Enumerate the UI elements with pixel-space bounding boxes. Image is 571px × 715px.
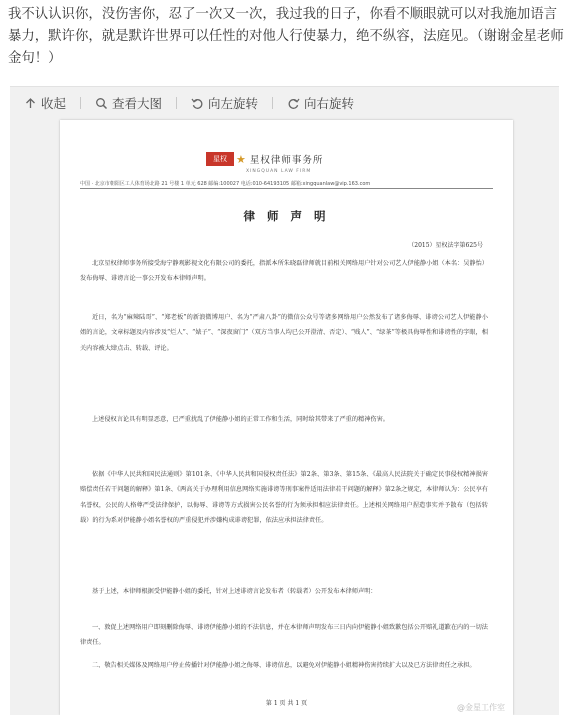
toolbar-divider bbox=[272, 97, 273, 109]
rotate-left-button[interactable] bbox=[191, 94, 258, 112]
document-number: （2015）星权法字第625号 bbox=[408, 242, 483, 249]
rotate-right-icon bbox=[287, 97, 300, 110]
firm-name: 星权律师事务所 bbox=[249, 155, 324, 166]
image-viewer bbox=[10, 86, 559, 715]
watermark: @金星工作室 bbox=[457, 703, 505, 712]
document-title: 律 师 声 明 bbox=[243, 209, 330, 223]
firm-address: 中国 · 北京市朝阳区工人体育场北路 21 号楼 1 单元 628 邮编:100027 电话:010-64193105 邮箱:xingquanlaw@vip.163.com bbox=[80, 181, 371, 187]
magnifier-icon bbox=[95, 97, 108, 110]
view-large-button[interactable] bbox=[95, 94, 162, 112]
letterhead-divider bbox=[80, 188, 493, 189]
rotate-left-label: 向左旋转 bbox=[208, 96, 259, 111]
rotate-left-icon bbox=[191, 97, 204, 110]
star-icon: ★ bbox=[236, 152, 246, 166]
collapse-button[interactable] bbox=[24, 94, 66, 112]
paragraph: 近日，名为“麻辣陆哥”、“郑老板”的新浪微博用户、名为“严肃八卦”的微信公众号等诸多网络用户公然发布了诸多侮辱、诽谤公司艺人伊能静小姐的言论，文章标题及内容涉及“烂人”、“婊子”、“深夜窗门”（双方当事人均已公开澄清、否定）、“贱人”、“绿茶”等极具侮辱性和诽谤性的字眼，相关内容被大肆点击、转载、评论。 bbox=[80, 314, 488, 352]
logo-badge: 星权 bbox=[206, 152, 234, 166]
lawyer-statement-image[interactable] bbox=[60, 120, 513, 715]
firm-name-en: XINGQUAN LAW FIRM bbox=[246, 169, 312, 174]
paragraph: 依据《中华人民共和国民法通则》第101条、《中华人民共和国侵权责任法》第2条、第3条、第15条、《最高人民法院关于确定民事侵权精神损害赔偿责任若干问题的解释》第1条、《两高关于办理利用信息网络实施诽谤等刑事案件适用法律若干问题的解释》第2条之规定，本律师认为：公民享有名誉权，公民的人格尊严受法律保护，以侮辱、诽谤等方式损害公民名誉的行为须承担相应法律责任。上述相关网络用户捏造事实并予散布（包括转载）的行为系对伊能静小姐名誉权的严重侵犯并涉嫌构成诽谤犯罪，依法应承担法律责任。 bbox=[80, 471, 488, 524]
view-large-label: 查看大图 bbox=[112, 96, 163, 111]
collapse-icon bbox=[24, 97, 37, 110]
paragraph: 北京星权律师事务所接受海宁静观影视文化有限公司的委托，指派本所朱晓磊律师就目前相关网络用户针对公司艺人伊能静小姐（本名：吴静怡）发布侮辱、诽谤言论一事公开发布本律师声明。 bbox=[80, 260, 488, 283]
post-text: 我不认认识你，没伤害你，忍了一次又一次，我过我的日子，你看不顺眼就可以对我施加语言暴力，默许你，就是默许世界可以任性的对他人行使暴力，绝不纵容，法庭见。（谢谢金星老师金句！） bbox=[8, 7, 564, 66]
page-footer: 第 1 页 共 1 页 bbox=[265, 700, 308, 707]
toolbar-divider bbox=[176, 97, 177, 109]
rotate-right-label: 向右旋转 bbox=[304, 96, 355, 111]
firm-logo bbox=[206, 152, 323, 166]
collapse-label: 收起 bbox=[41, 96, 67, 111]
toolbar-divider bbox=[80, 97, 81, 109]
paragraph: 一、敦促上述网络用户即刻删除侮辱、诽谤伊能静小姐的不法信息，并在本律师声明发布三日内向伊能静小姐致歉包括公开赔礼道歉在内的一切法律责任。 bbox=[80, 624, 488, 647]
paragraph: 上述侵权言论具有明显恶意，已严重扰乱了伊能静小姐的正常工作和生活，同时给其带来了严重的精神伤害。 bbox=[92, 416, 389, 423]
paragraph: 二、敬告相关媒体及网络用户停止传播针对伊能静小姐之侮辱、诽谤信息，以避免对伊能静小姐精神伤害持续扩大以及已方法律责任之承担。 bbox=[92, 662, 476, 669]
rotate-right-button[interactable] bbox=[287, 94, 354, 112]
image-toolbar bbox=[10, 87, 559, 119]
paragraph: 基于上述，本律师根据受伊能静小姐的委托，针对上述诽谤言论发布者（转载者）公开发布本律师声明： bbox=[92, 588, 377, 595]
